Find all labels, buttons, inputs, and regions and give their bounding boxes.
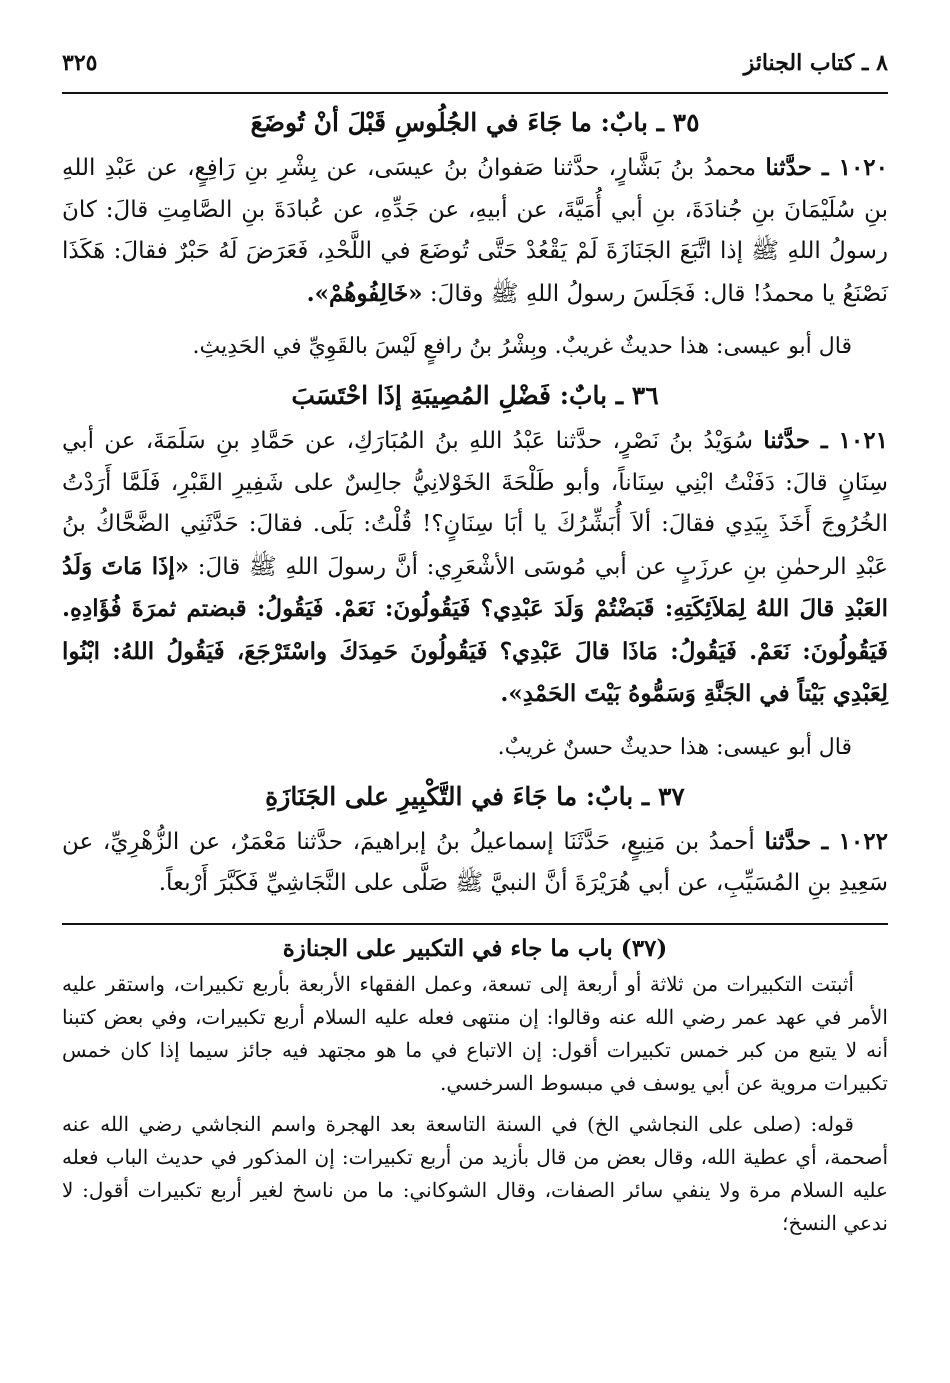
hadith-text: أحمدُ بن مَنِيعٍ، حَدَّثَنَا إسماعيلُ بنُ إبراهيمَ، حدَّثنا مَعْمَرٌ، عن الزُّهْرِيِّ، عن سَعِيدِ بنِ المُسَيِّبِ، عن أبي هُرَيْرَةَ أنَّ النبيَّ ﷺ صَلَّى على النَّجَاشِيِّ فَكَبَّرَ أَرْبعاً. (62, 828, 888, 896)
hadith-text: محمدُ بنُ بَشَّارٍ، حدَّثنا صَفوانُ بنُ عيسَى، عن بِشْرِ بنِ رَافِعٍ، عن عَبْدِ اللهِ بنِ سُلَيْمَانَ بنِ جُنادَةَ، بنِ أبي أُمَيَّةَ، عن أبيهِ، عن جَدِّهِ، عن عُبادَةَ بنِ الصَّامِتِ قالَ: كانَ رسولُ اللهِ ﷺ إذا اتَّبَعَ الجَنَازَةَ لَمْ يَقْعُدْ حَتَّى تُوضَعَ في اللَّحْدِ، فَعَرَضَ لَهُ حَبْرٌ فقالَ: هَكَذَا نَصْنَعُ يا محمدُ! قال: فَجَلَسَ رسولُ اللهِ ﷺ وقالَ: (62, 155, 888, 307)
hadith-1020 (62, 147, 888, 315)
book-page (62, 40, 888, 1240)
hadith-quote: «إذَا مَاتَ وَلَدُ العَبْدِ قالَ اللهُ لِمَلاَئِكَتِهِ: قَبَضْتُمْ وَلَدَ عَبْدِي؟ فَيَقُولُونَ: نَعَمْ. فَيَقُولُ: قبضتم ثمرَةَ فُؤَادِهِ. فَيَقُولُونَ: نَعَمْ. فَيَقُولُ: مَاذَا قالَ عَبْدِي؟ فَيَقُولُونَ حَمِدَكَ واسْتَرْجَعَ، فَيَقُولُ اللهُ: ابْنُوا لِعَبْدِي بَيْتاً في الجَنَّةِ وَسَمُّوهُ بَيْتَ الحَمْدِ». (62, 552, 888, 707)
hadith-number: ١٠٢٢ ـ حدَّثنا (764, 827, 888, 855)
header-divider (62, 92, 888, 94)
hadith-text: سُوَيْدُ بنُ نَصْرٍ، حدَّثنا عَبْدُ اللهِ بنُ المُبَارَكِ، عن حَمَّادِ بنِ سَلَمَةَ، عن أبي سِنَانٍ قالَ: دَفَنْتُ ابْنِي سِنَاناً، وأبو طَلْحَةَ الخَوْلانِيُّ جالِسٌ على شَفِيرِ القَبْرِ، فَلَمَّا أَرَدْتُ الخُرُوجَ أَخَذَ بِيَدِي فقالَ: ألاَ أُبَشِّرُكَ يا أبَا سِنَانٍ؟! قُلْتُ: بَلَى. فقالَ: حَدَّثَنِي الضَّحَّاكُ بنُ عَبْدِ الرحمٰنِ بنِ عرزَبٍ عن أبي مُوسَى الأشْعَرِي: أنَّ رسولَ اللهِ ﷺ قالَ: (62, 428, 888, 580)
hadith-1022 (62, 821, 888, 905)
page-number: ٣٢٥ (62, 50, 98, 76)
footnote-paragraph: أثبتت التكبيرات من ثلاثة أو أربعة إلى تسعة، وعمل الفقهاء الأربعة بأربع تكبيرات، واستقر عليه الأمر في عهد عمر رضي الله عنه وقالوا: إن منتهى فعله عليه السلام أربع تكبيرات، وفي بعض كتبنا أنه لا يتبع من كبر خمس تكبيرات أقول: إن الاتباع في ما هو مجتهد فيه جائز سيما إذا كان خمس تكبيرات مروية عن أبي يوسف في مبسوط السرخسي. (62, 971, 888, 1095)
footnote-divider (62, 923, 888, 925)
chapter-title: ٨ ـ كتاب الجنائز (743, 50, 888, 76)
running-header (62, 40, 888, 86)
abu-isa-comment: قال أبو عيسى: هذا حديثٌ غريبٌ. وبِشْرُ بنُ رافعٍ لَيْسَ بالقَوِيِّ في الحَدِيثِ. (192, 334, 852, 359)
section-heading-35: ٣٥ ـ بابٌ: ما جَاءَ في الجُلُوسِ قَبْلَ أنْ تُوضَعَ (250, 108, 700, 137)
hadith-quote: «خَالِفُوهُمْ». (306, 279, 423, 307)
hadith-1021 (62, 420, 888, 716)
hadith-number: ١٠٢٠ ـ حدَّثنا (765, 154, 889, 181)
section-heading-36: ٣٦ ـ بابٌ: فَضْلِ المُصِيبَةِ إذَا احْتَسَبَ (291, 381, 659, 410)
abu-isa-comment: قال أبو عيسى: هذا حديثٌ حسنٌ غريبٌ. (497, 734, 852, 760)
footnote-paragraph: قوله: (صلى على النجاشي الخ) في السنة التاسعة بعد الهجرة واسم النجاشي رضي الله عنه أصحمة، أي عطية الله، وقال بعض من قال بأزيد من أربع تكبيرات: إن المذكور في حديث الباب فعله عليه السلام مرة ولا ينفي سائر الصفات، وقال الشوكاني: ما من ناسخ لغير أربع تكبيرات أقول: لا ندعي النسخ؛ (62, 1111, 888, 1235)
section-heading-37: ٣٧ ـ بابٌ: ما جَاءَ في التَّكْبِيرِ على الجَنَازَةِ (265, 781, 685, 811)
footnote-title: (٣٧) باب ما جاء في التكبير على الجنازة (282, 934, 668, 962)
hadith-number: ١٠٢١ ـ حدَّثنا (763, 427, 888, 454)
